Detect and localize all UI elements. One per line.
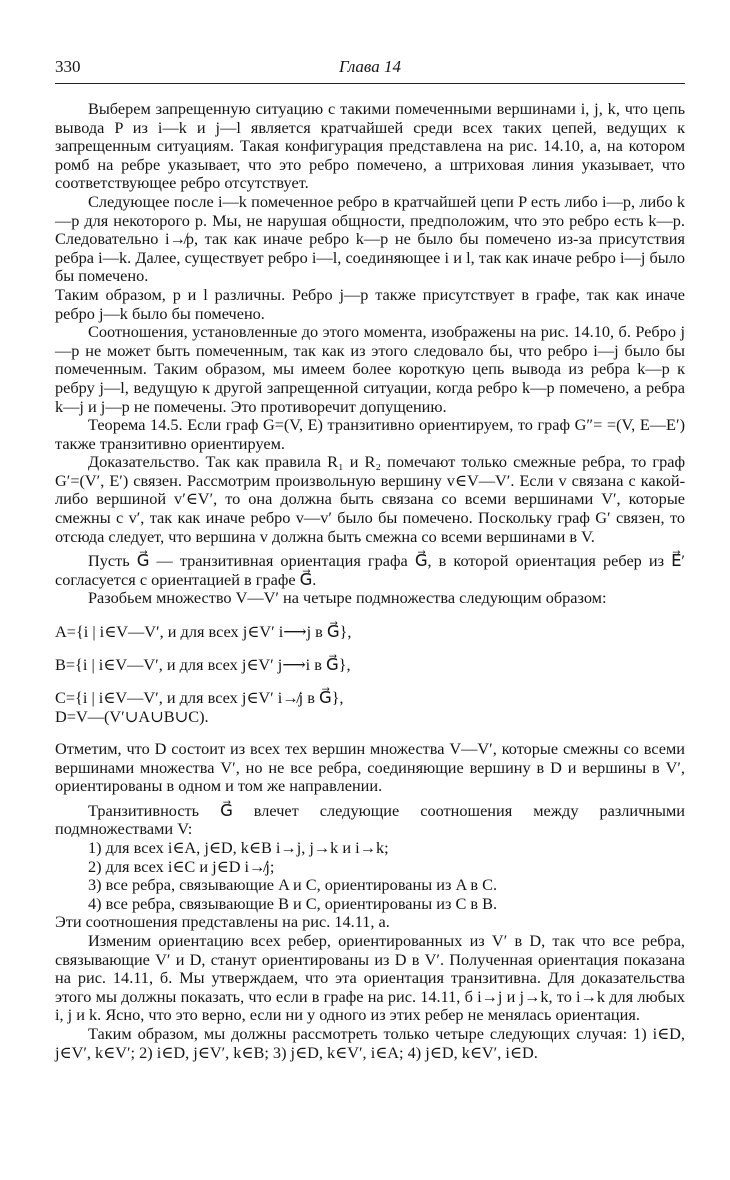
paragraph: Транзитивность G⃗ влечет следующие соотношения между различными подмножествами V: — [55, 800, 685, 839]
list-item: 4) все ребра, связывающие B и C, ориентированы из C в B. — [88, 893, 498, 913]
formula-d: D=V—(V′∪A∪B∪C). — [55, 707, 209, 727]
paragraph: Таким образом, мы должны рассмотреть только четыре следующих случая: 1) i∈D, j∈V′, k∈V′; 2) i∈D, j∈V′, k∈B; 3) j∈D, k∈V′, i∈A; 4) j∈D, k∈V′, i∈D. — [55, 1023, 685, 1062]
paragraph: Эти соотношения представлены на рис. 14.11, а. — [55, 912, 390, 932]
relations-list — [55, 839, 685, 913]
paragraph: Отметим, что D состоит из всех тех вершин множества V—V′, которые смежны со всеми вершинами множества V′, но не все ребра, соединяющие вершину в D и вершины в V′, ориентированы в одном и том же направлении. — [55, 739, 685, 796]
formula-b: B={i | i∈V—V′, и для всех j∈V′ j⟶i в G⃗}, — [55, 655, 351, 675]
formula-a: A={i | i∈V—V′, и для всех j∈V′ i⟶j в G⃗}, — [55, 622, 352, 642]
list-item: 2) для всех i∈C и j∈D i↛j; — [88, 856, 275, 876]
list-item: 1) для всех i∈A, j∈D, k∈B i→j, j→k и i→k; — [88, 838, 389, 857]
running-head: Глава 14 — [339, 57, 401, 76]
paragraph: Соотношения, установленные до этого момента, изображены на рис. 14.10, б. Ребро j—p не может быть помеченным, так как из этого следовало бы, что ребро i—j было бы помеченным. Таким образом, мы имеем более короткую цепь вывода из ребра k—p к ребру j—l, ведущую к другой запрещенной ситуации, когда ребро k—p помечено, а ребра k—j и j—p не помечены. Это противоречит допущению. — [55, 322, 685, 416]
paragraph: Следующее после i—k помеченное ребро в кратчайшей цепи P есть либо i—p, либо k—p для некоторого p. Мы, не нарушая общности, предположим, что это ребро есть k—p. Следовательно i↛p, так как иначе ребро k—p не было бы помечено из-за присутствия ребра i—k. Далее, существует ребро i—l, соединяющее i и l, так как иначе ребро i—j было бы помечено. — [55, 191, 685, 286]
paragraph: Пусть G⃗ — транзитивная ориентация графа G⃗, в которой ориентация ребер из E⃗′ согласуется с ориентацией в графе G⃗. — [55, 551, 685, 589]
paragraph: Выберем запрещенную ситуацию с такими помеченными вершинами i, j, k, что цепь вывода P из i—k и j—l является кратчайшей среди всех таких цепей, ведущих к запрещенным ситуациям. Такая конфигурация представлена на рис. 14.10, a, на котором ромб на ребре указывает, что это ребро помечено, а штриховая линия указывает, что соответствующее ребро отсутствует. — [55, 99, 685, 193]
paragraph: Таким образом, p и l различны. Ребро j—p также присутствует в графе, так как иначе ребро j—k было бы помечено. — [55, 284, 685, 323]
paragraph: Разобьем множество V—V′ на четыре подмножества следующим образом: — [88, 588, 607, 608]
proof: Доказательство. Так как правила R₁ и R₂ помечают только смежные ребра, то граф G′=(V′, E′) связен. Рассмотрим произвольную вершину v∈V—V′. Если v связана с какой-либо вершиной v′∈V′, то она должна быть связана со всеми вершинами V′, которые смежны с v′, так как иначе ребро v—v′ было бы помечено. Поскольку граф G′ связен, то отсюда следует, что вершина v должна быть смежна со всеми вершинами в V. — [55, 452, 685, 546]
list-item: 3) все ребра, связывающие A и C, ориентированы из A в C. — [88, 875, 498, 895]
header-rule — [55, 83, 685, 84]
formula-c: C={i | i∈V—V′, и для всех j∈V′ i↛j в G⃗}, — [55, 688, 344, 708]
page-header — [55, 58, 685, 80]
theorem: Теорема 14.5. Если граф G=(V, E) транзитивно ориентируем, то граф G″= =(V, E—E′) также транзитивно ориентируем. — [55, 415, 685, 453]
paragraph: Изменим ориентацию всех ребер, ориентированных из V′ в D, так что все ребра, связывающие V′ и D, станут ориентированы из D в V′. Полученная ориентация показана на рис. 14.11, б. Мы утверждаем, что эта ориентация транзитивна. Для доказательства этого мы должны показать, что если в графе на рис. 14.11, б i→j и j→k, то i→k для любых i, j и k. Ясно, что это верно, если ни у одного из этих ребер не менялась ориентация. — [55, 930, 685, 1025]
page-body — [55, 100, 685, 1062]
page-number: 330 — [55, 57, 81, 76]
